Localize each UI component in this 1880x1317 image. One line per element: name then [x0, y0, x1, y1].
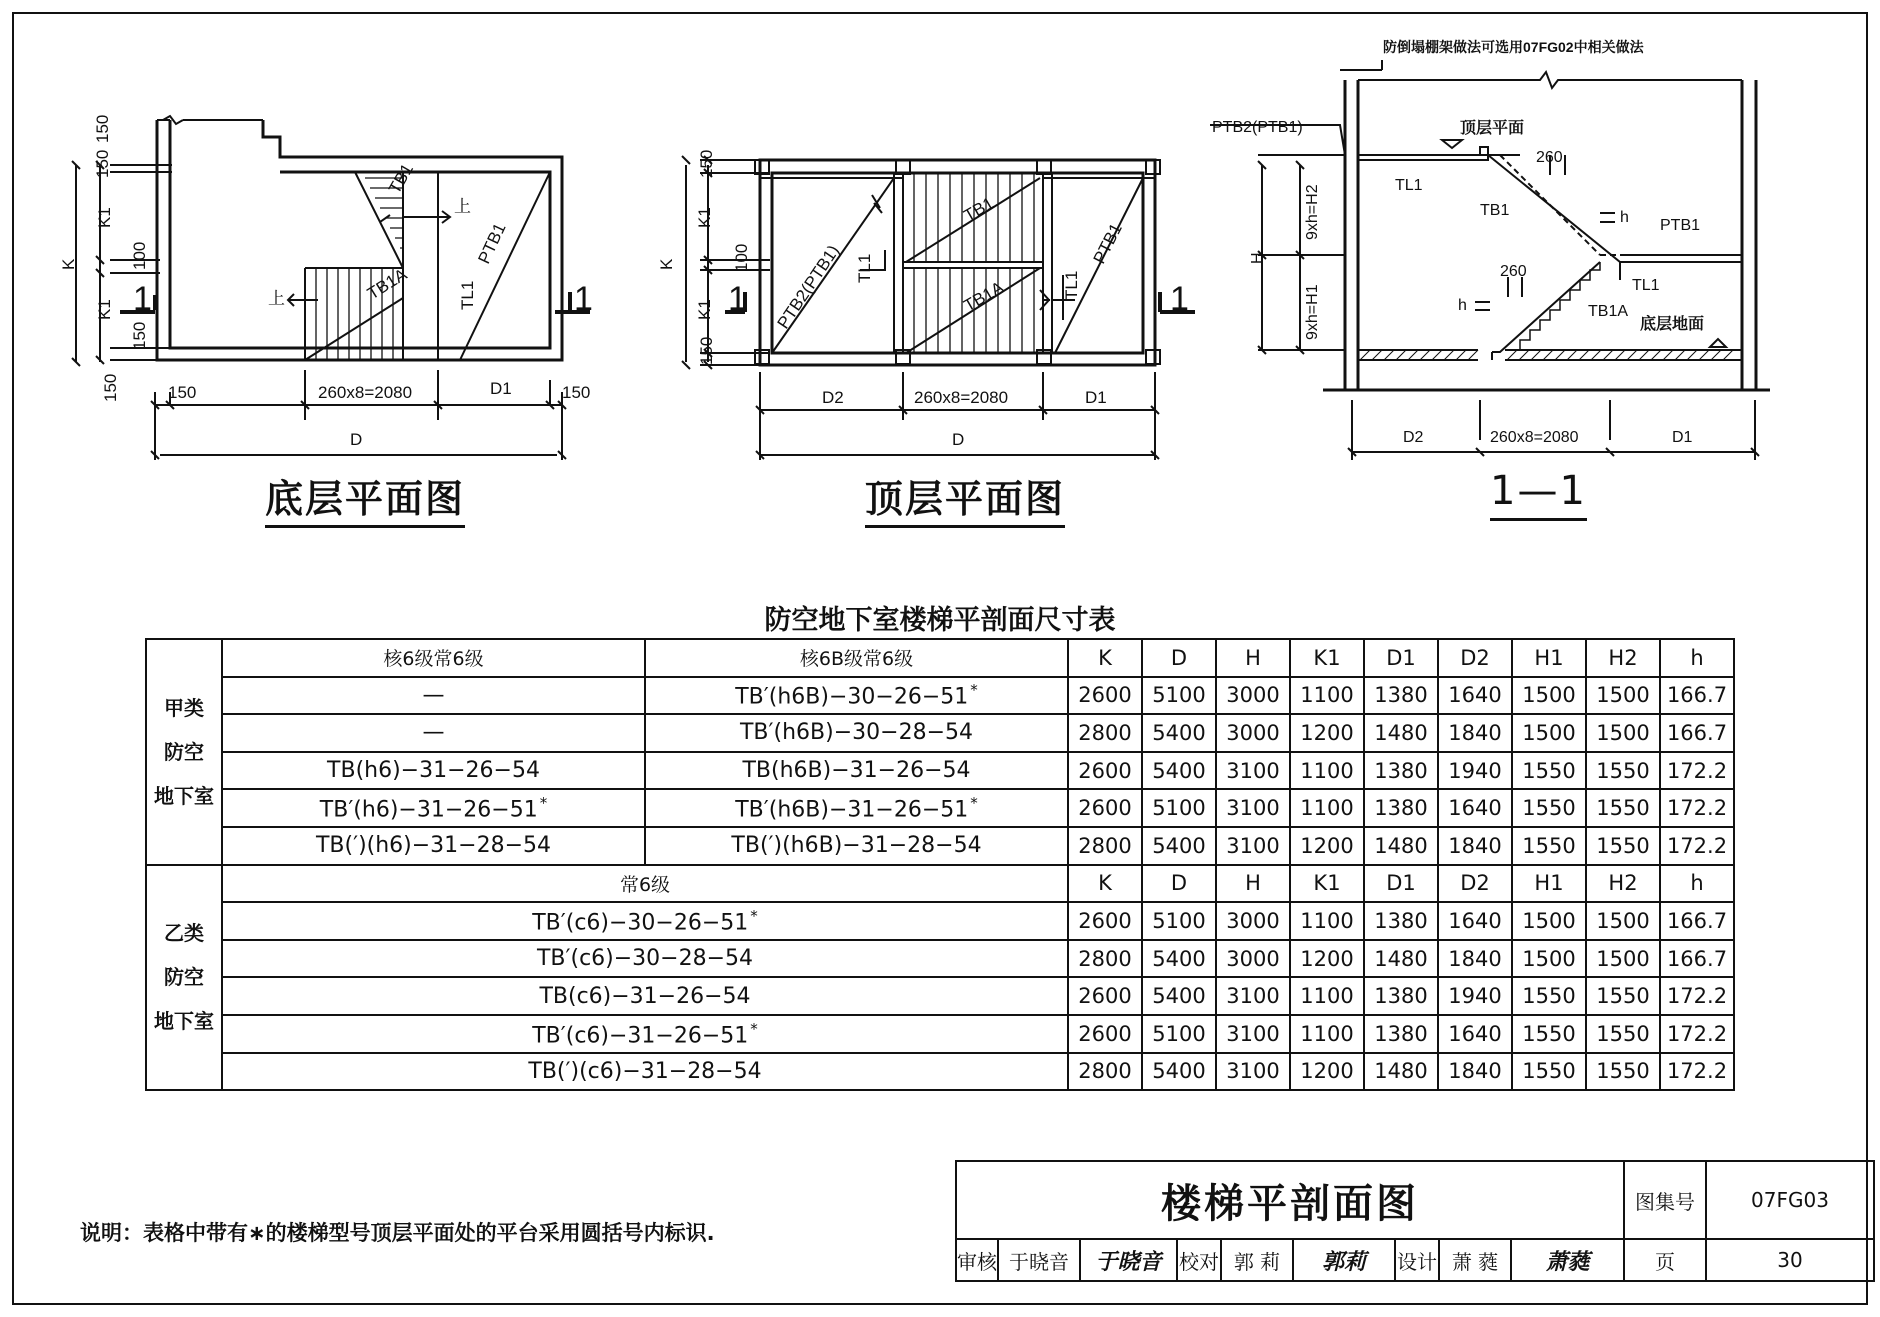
table-header: 常6级	[222, 865, 1068, 903]
value-cell: 1940	[1438, 752, 1512, 790]
value-cell: 1550	[1512, 1015, 1586, 1053]
sec-bottom-floor: 底层地面	[1640, 316, 1705, 333]
sec-top-floor: 顶层平面	[1460, 120, 1525, 137]
pt-k1a: K1	[695, 207, 714, 228]
pt-d: D	[952, 430, 965, 449]
value-cell: 172.2	[1660, 977, 1734, 1015]
value-cell: 172.2	[1660, 1053, 1734, 1091]
designer-name: 萧 蕤	[1439, 1239, 1511, 1281]
value-cell: 166.7	[1660, 677, 1734, 715]
value-cell: 2600	[1068, 752, 1142, 790]
value-cell: 1380	[1364, 677, 1438, 715]
atlas-label: 图集号	[1624, 1161, 1706, 1239]
model-cell: TB(′)(c6)−31−28−54	[222, 1053, 1068, 1091]
sec-260a: 260	[1536, 149, 1563, 166]
pb-150d: 150	[101, 373, 120, 402]
table-header: 核6级常6级	[222, 639, 645, 677]
value-cell: 1500	[1586, 714, 1660, 752]
pb-150f: 150	[562, 383, 591, 402]
note-text: 说明：表格中带有∗的楼梯型号顶层平面处的平台采用圆括号内标识.	[80, 1221, 715, 1245]
sec-ptb2: PTB2(PTB1)	[1212, 119, 1303, 136]
value-cell: 1550	[1512, 827, 1586, 865]
sec-h2: 9xh=H2	[1304, 184, 1321, 240]
model-cell: —	[222, 677, 645, 715]
section-hatch	[1360, 350, 1733, 360]
value-cell: 1550	[1512, 789, 1586, 827]
sec-d2: D2	[1403, 429, 1424, 446]
value-cell: 1640	[1438, 789, 1512, 827]
value-cell: 1380	[1364, 977, 1438, 1015]
value-cell: 1380	[1364, 1015, 1438, 1053]
pb-k: K	[59, 258, 78, 270]
value-cell: 1500	[1512, 714, 1586, 752]
table-header: H2	[1586, 639, 1660, 677]
table-header: H2	[1586, 865, 1660, 903]
value-cell: 2600	[1068, 902, 1142, 940]
table-header: h	[1660, 865, 1734, 903]
value-cell: 5100	[1142, 902, 1216, 940]
value-cell: 166.7	[1660, 714, 1734, 752]
value-cell: 166.7	[1660, 940, 1734, 978]
model-cell: TB′(c6)−30−28−54	[222, 940, 1068, 978]
value-cell: 1500	[1512, 902, 1586, 940]
value-cell: 172.2	[1660, 827, 1734, 865]
value-cell: 5400	[1142, 714, 1216, 752]
model-cell: TB′(c6)−31−26−51 *	[222, 1015, 1068, 1053]
value-cell: 1100	[1290, 677, 1364, 715]
value-cell: 1100	[1290, 789, 1364, 827]
value-cell: 3100	[1216, 827, 1290, 865]
table-header: K	[1068, 639, 1142, 677]
model-cell: TB′(c6)−30−26−51 *	[222, 902, 1068, 940]
value-cell: 3000	[1216, 714, 1290, 752]
value-cell: 2800	[1068, 827, 1142, 865]
value-cell: 3100	[1216, 752, 1290, 790]
table-header-row	[146, 865, 1734, 903]
design-label: 设计	[1395, 1239, 1439, 1281]
pb-150b: 150	[93, 149, 112, 178]
sec-h: H	[1249, 252, 1266, 264]
value-cell: 1550	[1586, 752, 1660, 790]
value-cell: 1200	[1290, 827, 1364, 865]
sec-260b: 260	[1500, 263, 1527, 280]
value-cell: 1840	[1438, 714, 1512, 752]
pb-up2: 上	[268, 289, 285, 308]
value-cell: 172.2	[1660, 1015, 1734, 1053]
model-cell: TB′(h6B)−31−26−51 *	[645, 789, 1068, 827]
plan-top	[657, 150, 1195, 460]
table-row	[146, 677, 1734, 715]
title-plan-top: 顶层平面图	[865, 468, 1065, 523]
value-cell: 5400	[1142, 977, 1216, 1015]
pb-k1b: K1	[95, 299, 114, 320]
review-label: 审核	[956, 1239, 998, 1281]
table-row	[146, 1015, 1734, 1053]
pt-tl1b: TL1	[1062, 270, 1081, 300]
value-cell: 1550	[1512, 1053, 1586, 1091]
value-cell: 1200	[1290, 1053, 1364, 1091]
value-cell: 1550	[1586, 827, 1660, 865]
pt-ptb1: PTB1	[1089, 220, 1126, 267]
pb-k1a: K1	[95, 207, 114, 228]
value-cell: 166.7	[1660, 902, 1734, 940]
table-row	[146, 714, 1734, 752]
pt-tb1: TB1	[960, 193, 998, 226]
table-header: D2	[1438, 865, 1512, 903]
value-cell: 1100	[1290, 977, 1364, 1015]
sec-d1: D1	[1672, 429, 1693, 446]
value-cell: 3100	[1216, 1015, 1290, 1053]
category-a: 甲类 防空 地下室	[146, 639, 222, 865]
reviewer-name: 于晓音	[998, 1239, 1080, 1281]
table-header: D	[1142, 639, 1216, 677]
table-header: D1	[1364, 865, 1438, 903]
table-header: D	[1142, 865, 1216, 903]
pt-run: 260x8=2080	[914, 388, 1009, 407]
table-row	[146, 977, 1734, 1015]
title-block	[955, 1160, 1875, 1282]
value-cell: 3000	[1216, 940, 1290, 978]
value-cell: 1500	[1512, 940, 1586, 978]
checker-signature: 郭莉	[1293, 1239, 1395, 1281]
value-cell: 1550	[1586, 1053, 1660, 1091]
value-cell: 5400	[1142, 752, 1216, 790]
sec-tb1a: TB1A	[1588, 303, 1629, 320]
value-cell: 3100	[1216, 1053, 1290, 1091]
pb-150e: 150	[168, 383, 197, 402]
value-cell: 1380	[1364, 752, 1438, 790]
pb-tb1a: TB1A	[364, 264, 411, 304]
dimension-table	[145, 638, 1735, 1091]
value-cell: 1480	[1364, 827, 1438, 865]
category-b: 乙类 防空 地下室	[146, 865, 222, 1091]
pb-150c: 150	[130, 321, 149, 350]
value-cell: 1840	[1438, 827, 1512, 865]
table-header: 核6B级常6级	[645, 639, 1068, 677]
table-title: 防空地下室楼梯平剖面尺寸表	[764, 605, 1116, 636]
plan-bottom	[59, 115, 593, 460]
pb-d: D	[350, 430, 363, 449]
table-row	[146, 902, 1734, 940]
value-cell: 2600	[1068, 789, 1142, 827]
pb-up1: 上	[454, 197, 471, 216]
sec-h-a: h	[1620, 209, 1629, 226]
value-cell: 1480	[1364, 1053, 1438, 1091]
value-cell: 1480	[1364, 714, 1438, 752]
model-cell: TB(′)(h6B)−31−28−54	[645, 827, 1068, 865]
value-cell: 1100	[1290, 902, 1364, 940]
value-cell: 5100	[1142, 1015, 1216, 1053]
pt-d1: D1	[1085, 388, 1107, 407]
value-cell: 1640	[1438, 1015, 1512, 1053]
pb-cut-right: 1	[574, 280, 593, 318]
pt-150b: 150	[697, 336, 716, 365]
value-cell: 1550	[1512, 752, 1586, 790]
sec-ptb1: PTB1	[1660, 217, 1701, 234]
value-cell: 2800	[1068, 940, 1142, 978]
page-number: 30	[1706, 1239, 1874, 1281]
pt-tl1a: TL1	[855, 253, 874, 283]
value-cell: 5400	[1142, 1053, 1216, 1091]
table-header: H1	[1512, 865, 1586, 903]
pb-150a: 150	[93, 114, 112, 143]
pb-cut-left: 1	[133, 280, 152, 318]
value-cell: 1500	[1586, 677, 1660, 715]
value-cell: 1380	[1364, 902, 1438, 940]
table-row	[146, 940, 1734, 978]
pt-ptb2: PTB2(PTB1)	[773, 241, 844, 333]
sec-top-note: 防倒塌棚架做法可选用07FG02中相关做法	[1383, 39, 1644, 55]
checker-name: 郭 莉	[1221, 1239, 1293, 1281]
designer-signature: 萧蕤	[1511, 1239, 1624, 1281]
table-header-row	[146, 639, 1734, 677]
model-cell: TB′(h6)−31−26−51 *	[222, 789, 645, 827]
value-cell: 5100	[1142, 677, 1216, 715]
pt-100: 100	[732, 243, 751, 272]
section-1-1	[1210, 39, 1770, 460]
value-cell: 2800	[1068, 1053, 1142, 1091]
title-section: 1—1	[1490, 468, 1587, 514]
value-cell: 2600	[1068, 677, 1142, 715]
sec-h-b: h	[1458, 297, 1467, 314]
value-cell: 2800	[1068, 714, 1142, 752]
model-cell: TB(c6)−31−26−54	[222, 977, 1068, 1015]
pt-cut-left: 1	[728, 280, 747, 318]
page-label: 页	[1624, 1239, 1706, 1281]
value-cell: 5400	[1142, 827, 1216, 865]
sec-tl1b: TL1	[1632, 277, 1660, 294]
sec-tl1a: TL1	[1395, 177, 1423, 194]
pb-run: 260x8=2080	[318, 383, 413, 402]
value-cell: 1640	[1438, 677, 1512, 715]
value-cell: 1500	[1512, 677, 1586, 715]
atlas-number: 07FG03	[1706, 1161, 1874, 1239]
pt-k: K	[657, 258, 676, 270]
drawing-title: 楼梯平剖面图	[956, 1161, 1624, 1239]
table-header: K	[1068, 865, 1142, 903]
model-cell: TB′(h6B)−30−28−54	[645, 714, 1068, 752]
table-header: K1	[1290, 865, 1364, 903]
value-cell: 1550	[1586, 1015, 1660, 1053]
sec-tb1: TB1	[1480, 202, 1510, 219]
value-cell: 1550	[1586, 789, 1660, 827]
value-cell: 1480	[1364, 940, 1438, 978]
value-cell: 1550	[1586, 977, 1660, 1015]
pt-tb1a: TB1A	[960, 277, 1007, 316]
pb-100: 100	[130, 241, 149, 270]
table-header: D1	[1364, 639, 1438, 677]
value-cell: 1200	[1290, 940, 1364, 978]
table-row	[146, 789, 1734, 827]
value-cell: 5400	[1142, 940, 1216, 978]
value-cell: 3000	[1216, 902, 1290, 940]
pt-150a: 150	[697, 149, 716, 178]
value-cell: 3100	[1216, 789, 1290, 827]
table-row	[146, 752, 1734, 790]
value-cell: 1200	[1290, 714, 1364, 752]
value-cell: 2600	[1068, 1015, 1142, 1053]
table-header: H1	[1512, 639, 1586, 677]
model-cell: TB(h6)−31−26−54	[222, 752, 645, 790]
table-header: H	[1216, 865, 1290, 903]
value-cell: 172.2	[1660, 752, 1734, 790]
value-cell: 3000	[1216, 677, 1290, 715]
table-row	[146, 1053, 1734, 1091]
value-cell: 2600	[1068, 977, 1142, 1015]
value-cell: 3100	[1216, 977, 1290, 1015]
title-plan-bottom: 底层平面图	[265, 468, 465, 523]
sec-run: 260x8=2080	[1490, 429, 1579, 446]
value-cell: 1840	[1438, 1053, 1512, 1091]
value-cell: 1500	[1586, 940, 1660, 978]
pt-d2: D2	[822, 388, 844, 407]
value-cell: 1500	[1586, 902, 1660, 940]
table-header: K1	[1290, 639, 1364, 677]
model-cell: TB(′)(h6)−31−28−54	[222, 827, 645, 865]
pb-ptb1: PTB1	[474, 220, 510, 267]
model-cell: —	[222, 714, 645, 752]
table-row	[146, 827, 1734, 865]
table-header: h	[1660, 639, 1734, 677]
sec-h1: 9xh=H1	[1304, 284, 1321, 340]
check-label: 校对	[1177, 1239, 1221, 1281]
table-header: D2	[1438, 639, 1512, 677]
pb-tb1: TB1	[385, 160, 418, 197]
reviewer-signature: 于晓音	[1080, 1239, 1177, 1281]
model-cell: TB′(h6B)−30−26−51 *	[645, 677, 1068, 715]
pb-tl1: TL1	[458, 280, 477, 310]
value-cell: 1100	[1290, 1015, 1364, 1053]
value-cell: 5100	[1142, 789, 1216, 827]
pt-cut-right: 1	[1170, 280, 1189, 318]
value-cell: 1550	[1512, 977, 1586, 1015]
pb-d1: D1	[490, 379, 512, 398]
value-cell: 1840	[1438, 940, 1512, 978]
value-cell: 172.2	[1660, 789, 1734, 827]
table-header: H	[1216, 639, 1290, 677]
value-cell: 1100	[1290, 752, 1364, 790]
value-cell: 1640	[1438, 902, 1512, 940]
pt-k1b: K1	[695, 299, 714, 320]
value-cell: 1940	[1438, 977, 1512, 1015]
model-cell: TB(h6B)−31−26−54	[645, 752, 1068, 790]
value-cell: 1380	[1364, 789, 1438, 827]
